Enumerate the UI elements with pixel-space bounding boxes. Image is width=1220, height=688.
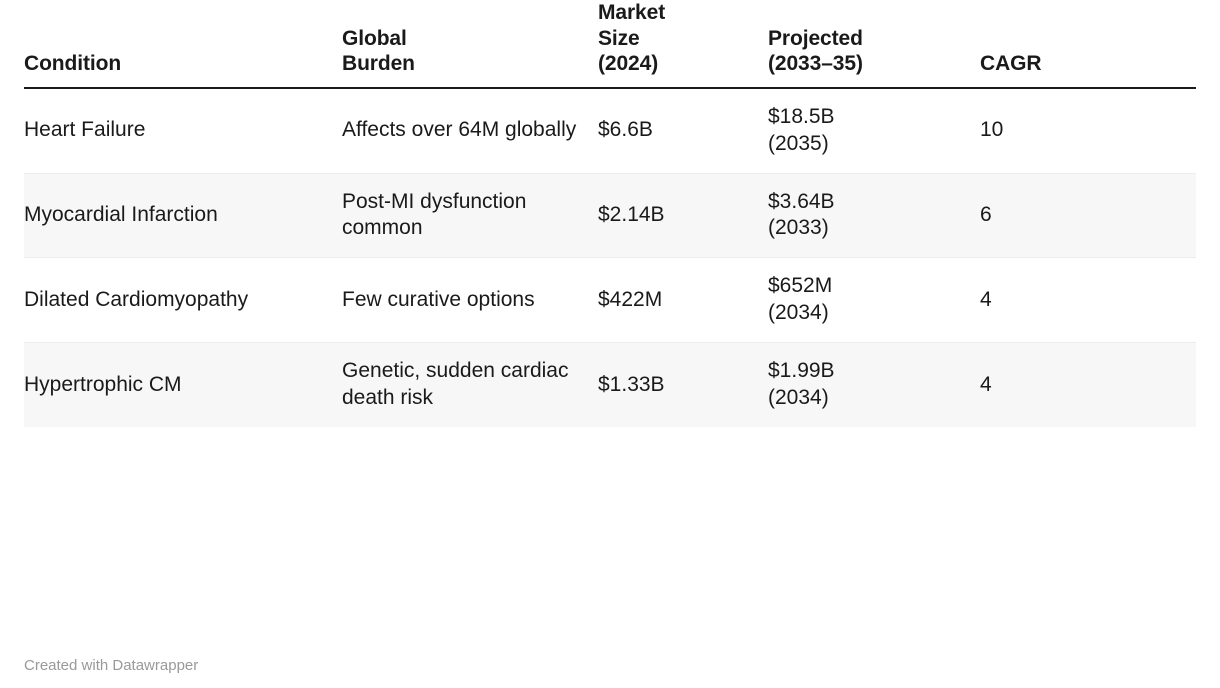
- cell-projected: [768, 258, 980, 343]
- column-header-projected[interactable]: [768, 0, 980, 88]
- table-row: [24, 173, 1196, 258]
- column-header-market-size-line2: Size: [598, 26, 640, 50]
- cell-condition: Myocardial Infarction: [24, 173, 342, 258]
- table-header-row: [24, 0, 1196, 88]
- column-header-cagr-line1: CAGR: [980, 52, 1042, 76]
- cell-market-size: $2.14B: [598, 173, 768, 258]
- cell-projected-year: (2034): [768, 385, 829, 409]
- table-row: [24, 343, 1196, 427]
- table-header: [24, 0, 1196, 88]
- table-body: [24, 88, 1196, 427]
- column-header-market-size[interactable]: [598, 0, 768, 88]
- cell-projected-year: (2035): [768, 131, 829, 155]
- cell-market-size: $1.33B: [598, 372, 665, 396]
- cell-condition: Heart Failure: [24, 88, 342, 173]
- cell-projected: [768, 88, 980, 173]
- column-header-condition-line1: Condition: [24, 52, 122, 76]
- cell-cagr: 10: [980, 88, 1196, 173]
- datawrapper-credit[interactable]: Created with Datawrapper: [24, 657, 199, 674]
- column-header-projected-line2: (2033–35): [768, 52, 863, 76]
- cell-projected-year: (2034): [768, 301, 829, 325]
- cell-condition: Dilated Cardiomyopathy: [24, 258, 342, 343]
- cell-projected-value: $18.5B: [768, 104, 835, 128]
- data-table: [24, 0, 1196, 427]
- column-header-cagr[interactable]: [980, 0, 1196, 88]
- cell-projected-value: $1.99B: [768, 359, 835, 383]
- column-header-condition[interactable]: [24, 0, 342, 88]
- cell-global-burden: Post-MI dysfunction common: [342, 173, 598, 258]
- cell-market-size: $6.6B: [598, 88, 768, 173]
- table-row: [24, 258, 1196, 343]
- cell-global-burden: Genetic, sudden cardiac death risk: [342, 359, 569, 409]
- column-header-global-burden-line2: Burden: [342, 52, 415, 76]
- cell-projected-value: $652M: [768, 274, 833, 298]
- cell-projected-value: $3.64B: [768, 189, 835, 213]
- table-row: [24, 88, 1196, 173]
- cell-cagr: 4: [980, 258, 1196, 343]
- column-header-projected-line1: Projected: [768, 26, 863, 50]
- column-header-global-burden[interactable]: [342, 0, 598, 88]
- column-header-global-burden-line1: Global: [342, 26, 407, 50]
- cell-projected: [768, 173, 980, 258]
- cell-condition: Hypertrophic CM: [24, 372, 182, 396]
- cell-cagr: 4: [980, 372, 992, 396]
- cell-global-burden: Affects over 64M globally: [342, 88, 598, 173]
- cell-projected: [768, 343, 980, 427]
- column-header-market-size-line3: (2024): [598, 52, 659, 76]
- cell-projected-year: (2033): [768, 216, 829, 240]
- cell-global-burden: Few curative options: [342, 258, 598, 343]
- cell-cagr: 6: [980, 173, 1196, 258]
- column-header-market-size-line1: Market: [598, 1, 666, 24]
- cell-market-size: $422M: [598, 258, 768, 343]
